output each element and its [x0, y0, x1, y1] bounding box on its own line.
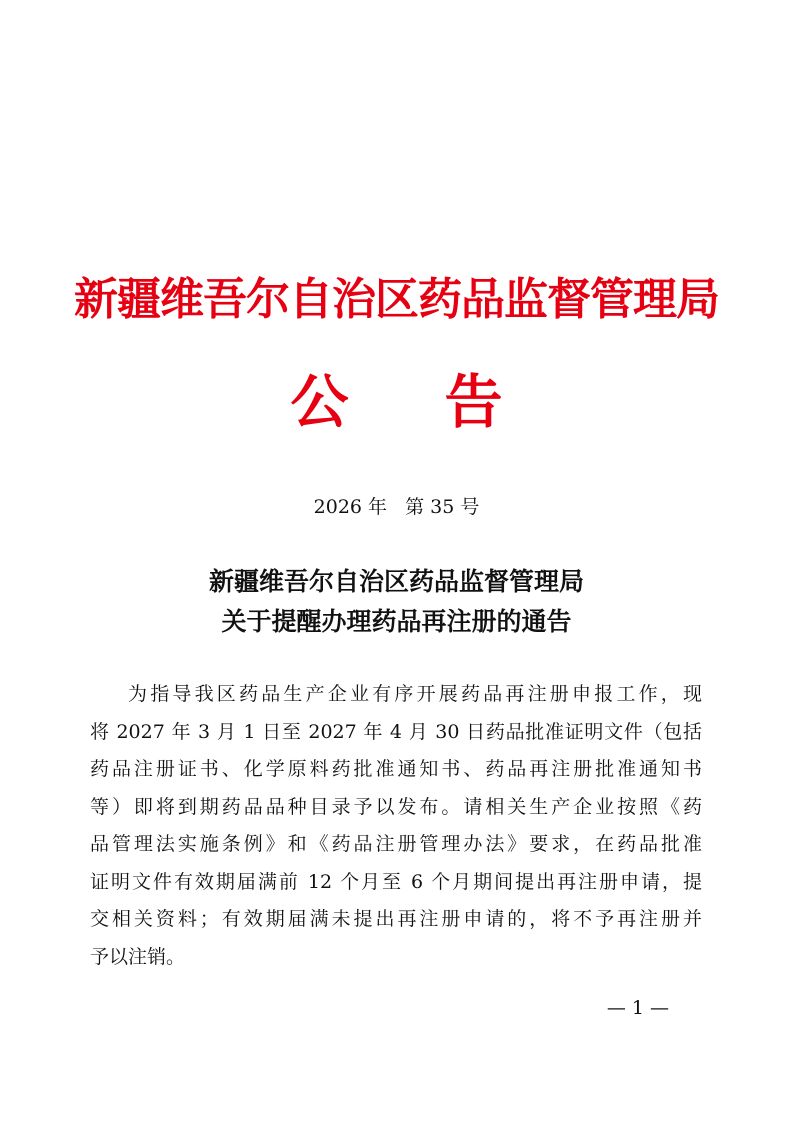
- body-line: 药品注册证书、化学原料药批准通知书、药品再注册批准通知书: [90, 758, 702, 780]
- document-number: [0, 493, 793, 521]
- doc-serial: 第 35 号: [405, 496, 480, 518]
- body-line: 交相关资料；有效期届满未提出再注册申请的，将不予再注册并: [90, 908, 702, 930]
- doc-type-char-1: 公: [290, 368, 349, 436]
- body-line: 为指导我区药品生产企业有序开展药品再注册申报工作，现: [128, 683, 702, 705]
- notice-body: [90, 676, 702, 976]
- notice-title-line-2: 关于提醒办理药品再注册的通告: [221, 607, 572, 636]
- body-line: 等）即将到期药品品种目录予以发布。请相关生产企业按照《药: [90, 795, 702, 818]
- document-type-header: [0, 362, 793, 442]
- notice-title: [0, 562, 793, 642]
- notice-title-line-1: 新疆维吾尔自治区药品监督管理局: [208, 567, 584, 596]
- issuer-header: 新疆维吾尔自治区药品监督管理局: [74, 274, 719, 325]
- doc-type-char-2: 告: [444, 368, 503, 436]
- body-line: 品管理法实施条例》和《药品注册管理办法》要求，在药品批准: [90, 833, 702, 855]
- page-number: — 1 —: [606, 997, 669, 1019]
- body-line: 予以注销。: [90, 945, 186, 968]
- doc-year: 2026 年: [313, 496, 388, 518]
- body-line: 证明文件有效期届满前 12 个月至 6 个月期间提出再注册申请，提: [90, 870, 702, 893]
- body-line: 将 2027 年 3 月 1 日至 2027 年 4 月 30 日药品批准证明文件（包括: [90, 720, 702, 743]
